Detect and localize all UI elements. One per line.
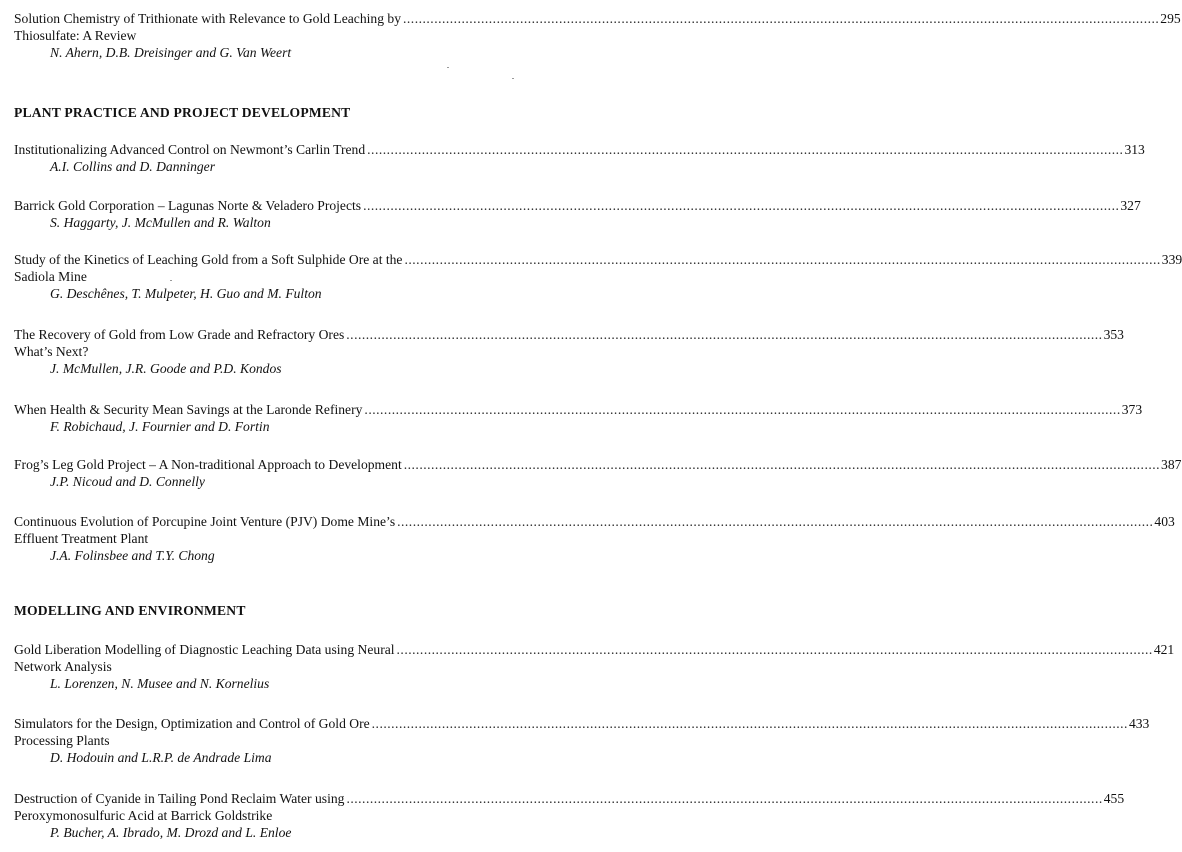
entry-title-continued: Peroxymonosulfuric Acid at Barrick Goldstrike (14, 808, 273, 823)
entry-title: Destruction of Cyanide in Tailing Pond Reclaim Water using (14, 791, 345, 806)
entry-title: Solution Chemistry of Trithionate with Relevance to Gold Leaching by (14, 11, 401, 26)
page-number: 295 (1160, 11, 1181, 26)
toc-entry[interactable] (14, 326, 1124, 377)
entry-authors: F. Robichaud, J. Fournier and D. Fortin (50, 419, 270, 434)
toc-entry[interactable] (14, 141, 1145, 175)
toc-entry[interactable] (14, 401, 1143, 435)
entry-title: Institutionalizing Advanced Control on Newmont’s Carlin Trend (14, 142, 366, 157)
entry-authors: P. Bucher, A. Ibrado, M. Drozd and L. Enloe (50, 825, 292, 840)
page-number: 373 (1121, 402, 1143, 417)
entry-title: Simulators for the Design, Optimization and Control of Gold Ore (14, 716, 370, 731)
entry-title-continued: Processing Plants (14, 733, 110, 748)
toc-entry[interactable] (14, 456, 1182, 490)
toc-entry[interactable] (14, 10, 1181, 61)
dot-leader: .................................................................................................................................................................................................. (346, 791, 1103, 806)
entry-authors: A.I. Collins and D. Danninger (50, 159, 216, 174)
entry-title-continued: Sadiola Mine (14, 269, 87, 284)
entry-title: When Health & Security Mean Savings at the Laronde Refinery (14, 402, 363, 417)
entry-title-continued: Thiosulfate: A Review (14, 28, 137, 43)
entry-title: Gold Liberation Modelling of Diagnostic Leaching Data using Neural (14, 642, 395, 657)
section-heading: PLANT PRACTICE AND PROJECT DEVELOPMENT (14, 105, 351, 120)
dot-leader: .................................................................................................................................................................................................. (364, 402, 1121, 417)
toc-entry[interactable] (14, 197, 1141, 231)
page-number: 403 (1154, 514, 1175, 529)
page-number: 433 (1128, 716, 1150, 731)
entry-title: Barrick Gold Corporation – Lagunas Norte & Veladero Projects (14, 198, 362, 213)
scan-speck (447, 67, 449, 68)
entry-title-continued: Effluent Treatment Plant (14, 531, 149, 546)
entry-authors: N. Ahern, D.B. Dreisinger and G. Van Weert (50, 45, 292, 60)
scan-speck (512, 78, 514, 79)
entry-authors: J. McMullen, J.R. Goode and P.D. Kondos (50, 361, 282, 376)
page-number: 387 (1161, 457, 1182, 472)
toc-entry[interactable] (14, 251, 1182, 302)
entry-authors: L. Lorenzen, N. Musee and N. Kornelius (50, 676, 270, 691)
entry-title-continued: What’s Next? (14, 344, 89, 359)
entry-title: Frog’s Leg Gold Project – A Non-traditional Approach to Development (14, 457, 402, 472)
toc-entry[interactable] (14, 790, 1125, 841)
entry-title: Continuous Evolution of Porcupine Joint Venture (PJV) Dome Mine’s (14, 514, 396, 529)
page-number: 339 (1161, 252, 1182, 267)
dot-leader: .................................................................................................................................................................................................. (346, 327, 1103, 342)
dot-leader: .................................................................................................................................................................................................. (396, 642, 1153, 657)
entry-title-continued: Network Analysis (14, 659, 112, 674)
dot-leader: .................................................................................................................................................................................................. (397, 514, 1154, 529)
dot-leader: .................................................................................................................................................................................................. (367, 142, 1124, 157)
page-number: 455 (1103, 791, 1125, 806)
dot-leader: .................................................................................................................................................................................................. (403, 11, 1160, 26)
toc-entry[interactable] (14, 715, 1150, 766)
dot-leader: .................................................................................................................................................................................................. (363, 198, 1120, 213)
page-number: 421 (1153, 642, 1175, 657)
page-number: 353 (1103, 327, 1124, 342)
scan-speck (170, 280, 172, 281)
entry-authors: G. Deschênes, T. Mulpeter, H. Guo and M. Fulton (50, 286, 322, 301)
dot-leader: .................................................................................................................................................................................................. (404, 252, 1161, 267)
toc-entry[interactable] (14, 641, 1175, 692)
page-number: 327 (1120, 198, 1141, 213)
toc-entry[interactable] (14, 513, 1175, 564)
entry-authors: S. Haggarty, J. McMullen and R. Walton (50, 215, 271, 230)
entry-title: Study of the Kinetics of Leaching Gold from a Soft Sulphide Ore at the (14, 252, 403, 267)
section-heading: MODELLING AND ENVIRONMENT (14, 603, 246, 618)
dot-leader: .................................................................................................................................................................................................. (403, 457, 1161, 472)
entry-title: The Recovery of Gold from Low Grade and Refractory Ores (14, 327, 345, 342)
entry-authors: J.P. Nicoud and D. Connelly (50, 474, 205, 489)
entry-authors: D. Hodouin and L.R.P. de Andrade Lima (50, 750, 272, 765)
dot-leader: .................................................................................................................................................................................................. (371, 716, 1128, 731)
entry-authors: J.A. Folinsbee and T.Y. Chong (50, 548, 215, 563)
page-number: 313 (1124, 142, 1145, 157)
